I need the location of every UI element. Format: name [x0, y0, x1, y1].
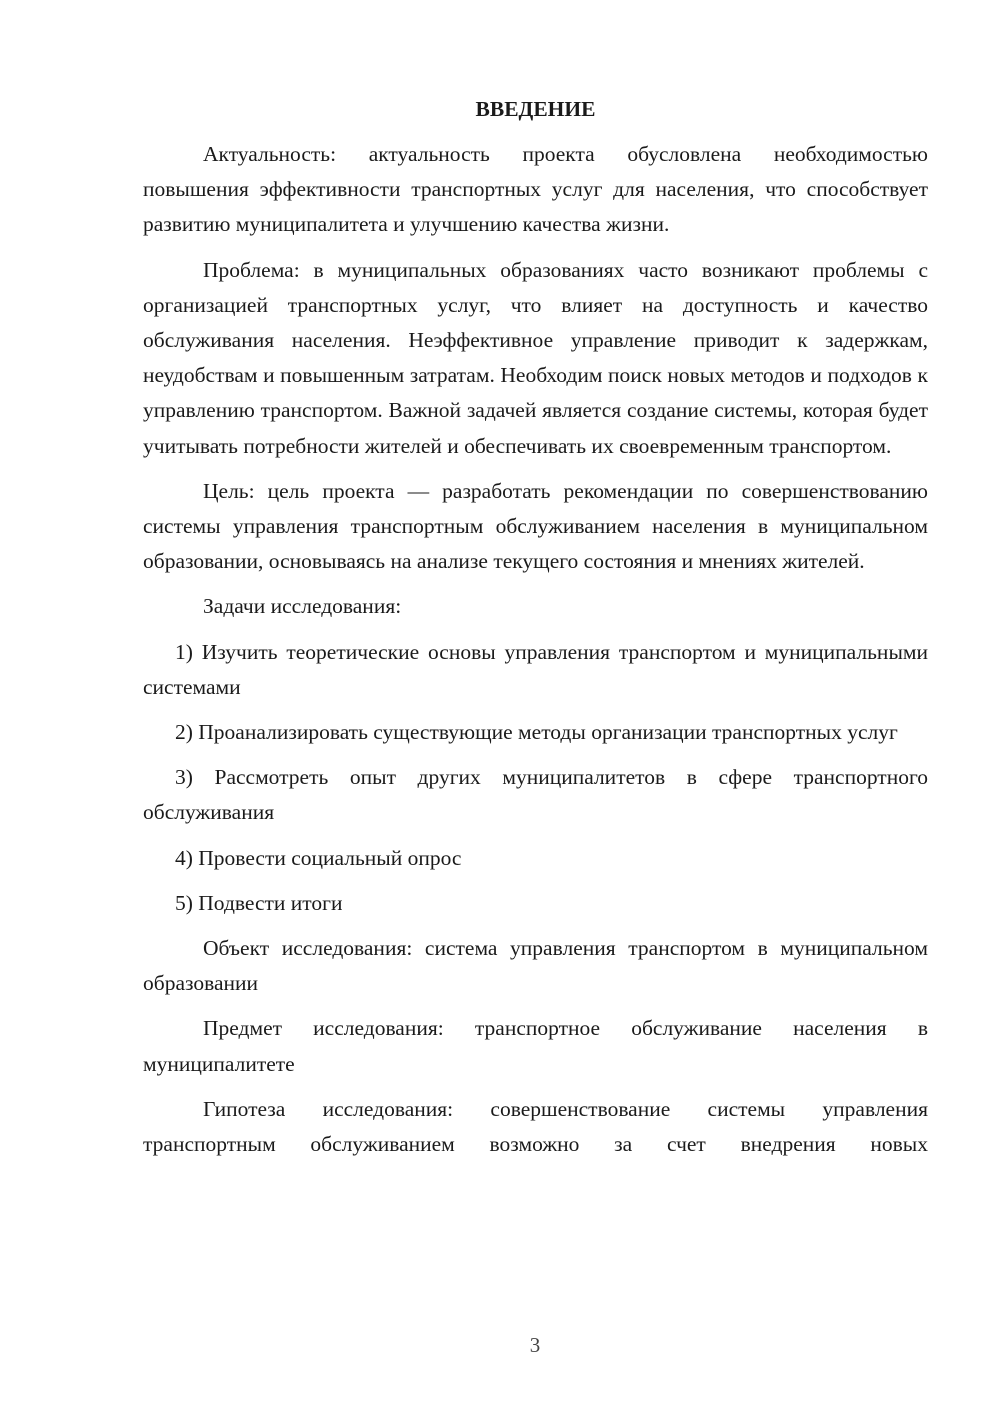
document-page: [143, 92, 928, 1172]
section-title: ВВЕДЕНИЕ: [475, 97, 596, 121]
goal-paragraph: Цель: цель проекта — разработать рекомендации по совершенствованию системы управления транспортным обслуживанием населения в муниципальном образовании, основываясь на анализе текущего состояния и мнениях жителей.: [143, 478, 928, 574]
tasks-heading: Задачи исследования:: [203, 594, 402, 619]
task-item: 5) Подвести итоги: [175, 890, 343, 915]
task-item: 2) Проанализировать существующие методы организации транспортных услуг: [175, 720, 898, 745]
hypothesis-paragraph: Гипотеза исследования: совершенствование системы управления транспортным обслуживанием возможно за счет внедрения новых: [143, 1096, 928, 1157]
task-item: 3) Рассмотреть опыт других муниципалитетов в сфере транспортного обслуживания: [143, 765, 928, 825]
task-item: 4) Провести социальный опрос: [175, 845, 462, 870]
task-item: 1) Изучить теоретические основы управления транспортом и муниципальными системами: [143, 639, 928, 699]
relevance-paragraph: Актуальность: актуальность проекта обусловлена необходимостью повышения эффективности транспортных услуг для населения, что способствует развитию муниципалитета и улучшению качества жизни.: [143, 142, 928, 237]
page-number: 3: [529, 1333, 541, 1357]
subject-paragraph: Предмет исследования: транспортное обслуживание населения в муниципалитете: [143, 1016, 928, 1076]
problem-paragraph: Проблема: в муниципальных образованиях часто возникают проблемы с организацией транспортных услуг, что влияет на доступность и качество обслуживания населения. Неэффективное управление приводит к задержкам, неудобствам и повышенным затратам. Необходим поиск новых методов и подходов к управлению транспортом. Важной задачей является создание системы, которая будет учитывать потребности жителей и обеспечивать их своевременным транспортом.: [143, 257, 928, 458]
object-paragraph: Объект исследования: система управления транспортом в муниципальном образовании: [143, 936, 928, 996]
